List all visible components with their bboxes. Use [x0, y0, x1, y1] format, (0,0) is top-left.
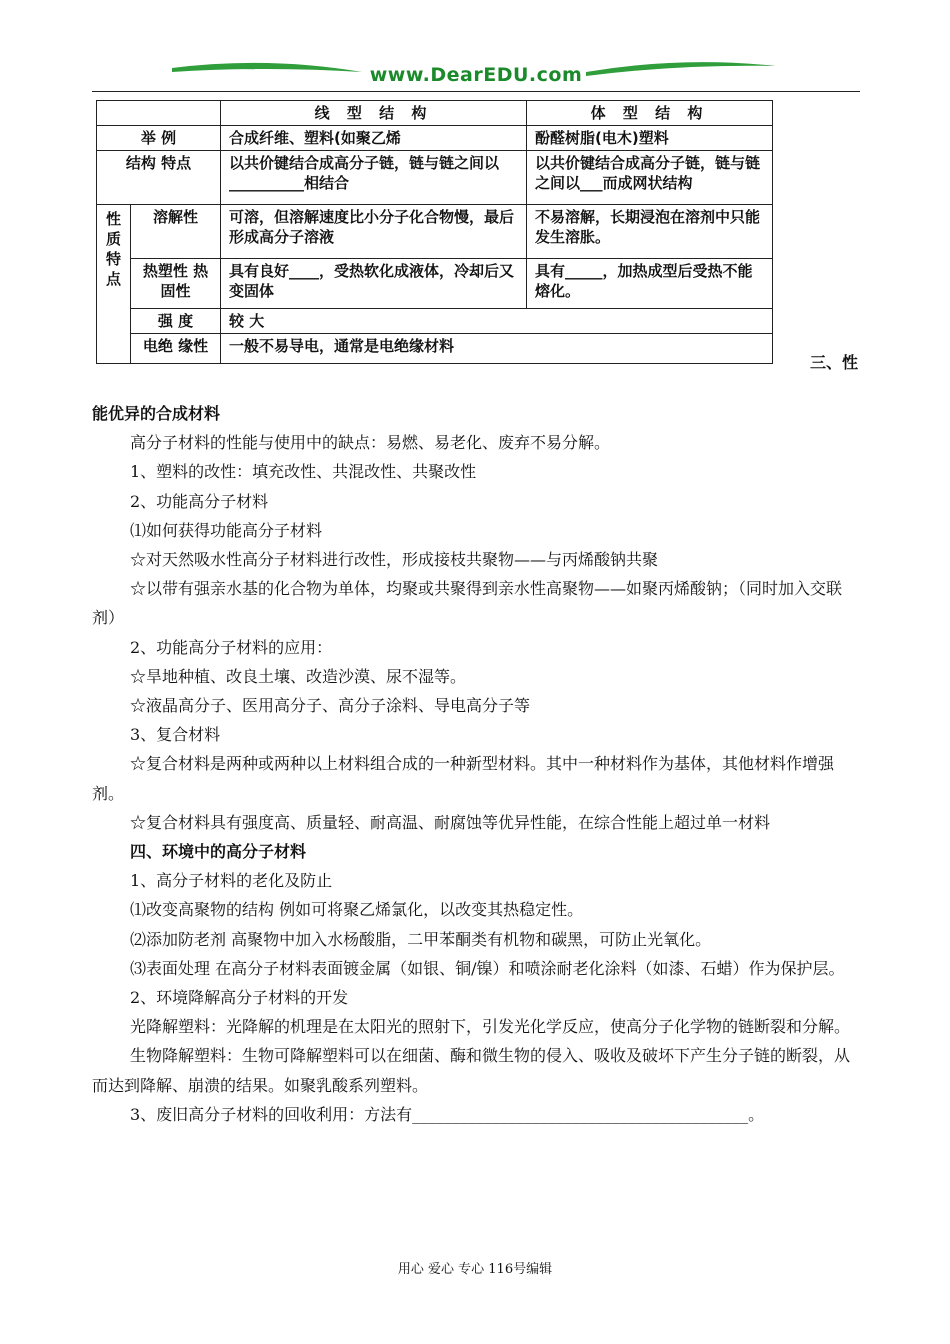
page-header — [92, 58, 860, 92]
table-row — [97, 259, 773, 309]
row-label-structure: 结构 特点 — [97, 151, 221, 205]
paragraph: 1、高分子材料的老化及防止 — [130, 871, 333, 891]
paragraph: 2、功能高分子材料的应用： — [130, 637, 333, 657]
cell-strength: 较 大 — [221, 309, 773, 334]
paragraph: 光降解塑料：光降解的机理是在太阳光的照射下，引发光化学反应，使高分子化学物的链断裂和分解。 — [130, 1017, 851, 1037]
section3-title-end: 能优异的合成材料 — [92, 404, 221, 423]
section4-title: 四、环境中的高分子材料 — [130, 842, 307, 862]
cell-insulation: 一般不易导电，通常是电绝缘材料 — [221, 334, 773, 364]
row-label-solubility: 溶解性 — [131, 205, 221, 259]
row-label-thermo: 热塑性 热固性 — [131, 259, 221, 309]
col-network-header: 体 型 结 构 — [527, 101, 773, 126]
paragraph: 3、复合材料 — [130, 725, 221, 745]
group-label-text: 性质特点 — [105, 210, 121, 288]
table-row — [97, 205, 773, 259]
table-header-row — [97, 101, 773, 126]
cell-example-network: 酚醛树脂(电木)塑料 — [527, 126, 773, 151]
paragraph: ⑴如何获得功能高分子材料 — [130, 520, 323, 540]
cell-thermo-linear: 具有良好____，受热软化成液体，冷却后又变固体 — [221, 259, 527, 309]
document-body — [92, 399, 860, 1129]
cell-structure-network: 以共价键结合成高分子链，链与链之间以___而成网状结构 — [527, 151, 773, 205]
paragraph: ⑵添加防老剂 高聚物中加入水杨酸脂，二甲苯酮类有机物和碳黑，可防止光氧化。 — [130, 929, 712, 949]
table-row — [97, 151, 773, 205]
paragraph: 2、环境降解高分子材料的开发 — [130, 988, 349, 1008]
polymer-structure-table — [96, 100, 773, 364]
page-footer: 用心 爱心 专心 116号编辑 — [397, 1262, 553, 1277]
paragraph: 1、塑料的改性：填充改性、共混改性、共聚改性 — [130, 462, 477, 482]
cell-solubility-network: 不易溶解，长期浸泡在溶剂中只能发生溶胀。 — [527, 205, 773, 259]
paragraph: ☆复合材料是两种或两种以上材料组合成的一种新型材料。其中一种材料作为基体，其他材料作增强剂。 — [92, 754, 835, 803]
cell-thermo-network: 具有_____，加热成型后受热不能熔化。 — [527, 259, 773, 309]
paragraph: ☆以带有强亲水基的化合物为单体，均聚或共聚得到亲水性高聚物——如聚丙烯酸钠；（同时加入交联剂） — [92, 579, 843, 628]
paragraph: ☆旱地种植、改良土壤、改造沙漠、尿不湿等。 — [130, 666, 467, 686]
paragraph: 生物降解塑料：生物可降解塑料可以在细菌、酶和微生物的侵入、吸收及破坏下产生分子链的断裂，从而达到降解、崩溃的结果。如聚乳酸系列塑料。 — [92, 1046, 851, 1095]
row-label-insulation: 电绝 缘性 — [131, 334, 221, 364]
col-linear-header: 线 型 结 构 — [221, 101, 527, 126]
row-label-example: 举 例 — [97, 126, 221, 151]
paragraph: ⑴改变高聚物的结构 例如可将聚乙烯氯化，以改变其热稳定性。 — [130, 900, 584, 920]
paragraph: ☆对天然吸水性高分子材料进行改性，形成接枝共聚物——与丙烯酸钠共聚 — [130, 550, 659, 570]
paragraph: ⑶表面处理 在高分子材料表面镀金属（如银、铜/镍）和喷涂耐老化涂料（如漆、石蜡）作为保护层。 — [130, 958, 845, 978]
table-row — [97, 309, 773, 334]
cell-example-linear: 合成纤维、塑料(如聚乙烯 — [221, 126, 527, 151]
cell-structure-linear: 以共价键结合成高分子链，链与链之间以__________相结合 — [221, 151, 527, 205]
section3-title-start: 三、性 — [810, 353, 859, 372]
paragraph: 高分子材料的性能与使用中的缺点：易燃、易老化、废弃不易分解。 — [130, 433, 611, 453]
row-label-strength: 强 度 — [131, 309, 221, 334]
group-label-properties — [97, 205, 131, 364]
paragraph: 2、功能高分子材料 — [130, 491, 269, 511]
header-blank-cell — [97, 101, 221, 126]
table-row — [97, 334, 773, 364]
paragraph: ☆液晶高分子、医用高分子、高分子涂料、导电高分子等 — [130, 696, 531, 716]
cell-solubility-linear: 可溶，但溶解速度比小分子化合物慢，最后形成高分子溶液 — [221, 205, 527, 259]
site-logo: www.DearEDU.com — [369, 64, 583, 86]
table-row — [97, 126, 773, 151]
paragraph: ☆复合材料具有强度高、质量轻、耐高温、耐腐蚀等优异性能，在综合性能上超过单一材料 — [130, 812, 771, 832]
paragraph: 3、废旧高分子材料的回收利用：方法有__________________________________________。 — [130, 1104, 765, 1124]
header-rule — [92, 91, 860, 92]
